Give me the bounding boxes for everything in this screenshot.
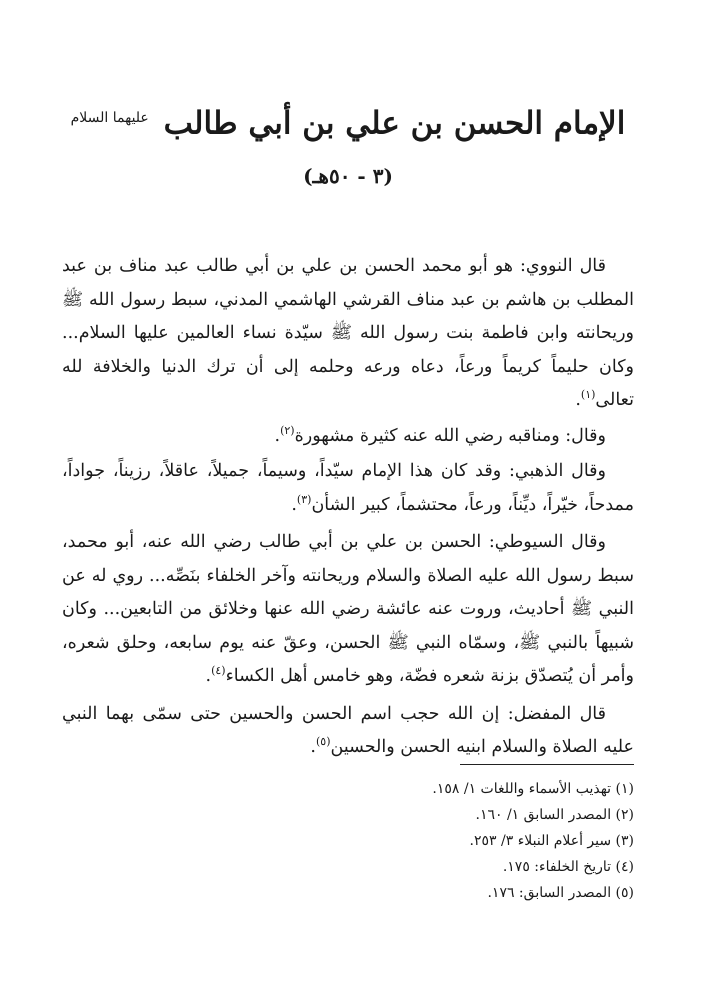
paragraph-text: وقال السيوطي: الحسن بن علي بن أبي طالب رضي الله عنه، أبو محمد، سبط رسول الله عليه الصلاة والسلام وريحانته وآخر الخلفاء بنَصِّه... روي له عن النبي ﷺ أحاديث، وروت عنه عائشة رضي الله عنها وخلائق من التابعين... وكان شبيهاً بالنبي ﷺ، وسمّاه النبي ﷺ الحسن، وعقّ عنه يوم سابعه، وحلق شعره، وأمر أن يُتصدّق بزنة شعره فضّة، وهو خامس أهل الكساء	[62, 532, 634, 686]
paragraph-tail: .	[291, 494, 297, 515]
paragraph-text: قال المفضل: إن الله حجب اسم الحسن والحسين حتى سمّى بهما النبي عليه الصلاة والسلام ابنيه الحسن والحسين	[62, 703, 634, 757]
paragraph-text: وقال الذهبي: وقد كان هذا الإمام سيّداً، وسيماً، جميلاً، عاقلاً، رزيناً، جواداً، ممدحاً، خيّراً، ديِّناً، ورعاً، محتشماً، كبير الشأن	[62, 461, 634, 515]
footnote-ref: (٣)	[296, 492, 312, 506]
title-text: الإمام الحسن بن علي بن أبي طالب	[163, 105, 626, 142]
paragraph-text: وقال: ومناقبه رضي الله عنه كثيرة مشهورة	[294, 425, 606, 446]
paragraph-mufaddal	[62, 698, 634, 765]
dates-subtitle: (٣ - ٥٠هـ)	[303, 164, 393, 188]
paragraph-nawawi	[62, 250, 634, 418]
footnotes-list	[62, 776, 634, 906]
paragraph-tail: .	[575, 390, 581, 410]
paragraph-dhahabi	[62, 455, 634, 522]
book-page	[62, 0, 634, 1005]
paragraph-manaqib	[62, 420, 634, 454]
page-title	[62, 96, 634, 145]
paragraph-suyuti	[62, 526, 634, 694]
footnote-ref: (٥)	[316, 735, 331, 749]
footnote-item: (٣) سير أعلام النبلاء ٣/ ٢٥٣.	[469, 833, 634, 849]
paragraph-tail: .	[310, 737, 316, 757]
paragraph-text: قال النووي: هو أبو محمد الحسن بن علي بن أبي طالب عبد مناف بن عبد المطلب بن هاشم بن عبد مناف القرشي الهاشمي المدني، سبط رسول الله ﷺ وريحانته وابن فاطمة بنت رسول الله ﷺ سيّدة نساء العالمين عليها السلام... وكان حليماً كريماً ورعاً، دعاه ورعه وحلمه إلى أن ترك الدنيا والخلافة لله تعالى	[62, 256, 634, 410]
honorific-glyph: عليهما السلام	[70, 110, 149, 126]
footnote-ref: (٢)	[280, 423, 295, 437]
footnote-item: (٥) المصدر السابق: ١٧٦.	[487, 885, 634, 901]
footnote-ref: (١)	[580, 388, 596, 402]
footnote-item: (٢) المصدر السابق ١/ ١٦٠.	[475, 807, 634, 823]
paragraph-tail: .	[205, 666, 212, 686]
footnote-ref: (٤)	[211, 664, 226, 678]
footnote-item: (١) تهذيب الأسماء واللغات ١/ ١٥٨.	[432, 781, 634, 797]
footnote-item: (٤) تاريخ الخلفاء: ١٧٥.	[502, 859, 634, 875]
paragraph-tail: .	[274, 425, 281, 446]
footnote-divider	[460, 764, 634, 765]
body-text	[62, 250, 634, 765]
